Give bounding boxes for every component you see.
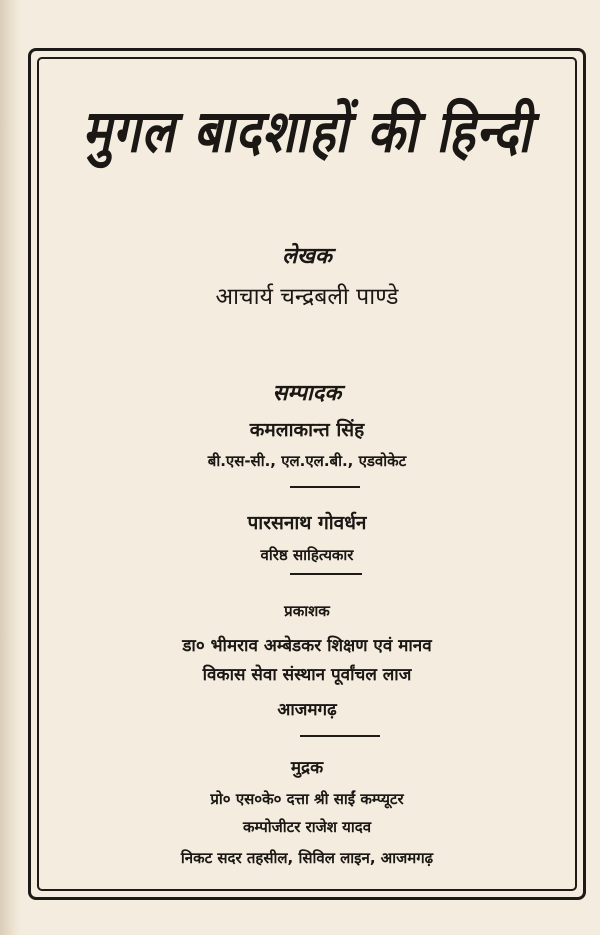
publisher-label: प्रकाशक bbox=[284, 602, 330, 620]
editor-qualifications: बी.एस-सी., एल.एल.बी., एडवोकेट bbox=[207, 452, 407, 470]
editor-label: सम्पादक bbox=[272, 381, 342, 406]
publisher-line-3: आजमगढ़ bbox=[277, 700, 337, 720]
author-name: आचार्य चन्द्रबली पाण्डे bbox=[215, 284, 399, 310]
divider-1 bbox=[290, 486, 360, 488]
author-label: लेखक bbox=[282, 244, 332, 269]
printer-line-1: प्रो० एस०के० दत्ता श्री साईं कम्प्यूटर bbox=[210, 790, 404, 808]
publisher-line-2: विकास सेवा संस्थान पूर्वांचल लाज bbox=[202, 665, 412, 685]
page-binding-edge bbox=[0, 0, 22, 935]
title-page-content bbox=[37, 57, 577, 891]
editor-name: कमलाकान्त सिंह bbox=[249, 419, 365, 441]
printer-line-2: कम्पोजीटर राजेश यादव bbox=[242, 818, 372, 836]
printer-label: मुद्रक bbox=[290, 758, 324, 778]
contributor-name: पारसनाथ गोवर्धन bbox=[247, 512, 367, 534]
printer-line-3: निकट सदर तहसील, सिविल लाइन, आजमगढ़ bbox=[180, 849, 434, 867]
divider-2 bbox=[290, 573, 362, 575]
contributor-role: वरिष्ठ साहित्यकार bbox=[260, 546, 354, 564]
divider-3 bbox=[300, 735, 380, 737]
book-title: मुगल बादशाहों की हिन्दी bbox=[82, 97, 532, 166]
publisher-line-1: डा० भीमराव अम्बेडकर शिक्षण एवं मानव bbox=[182, 636, 432, 656]
